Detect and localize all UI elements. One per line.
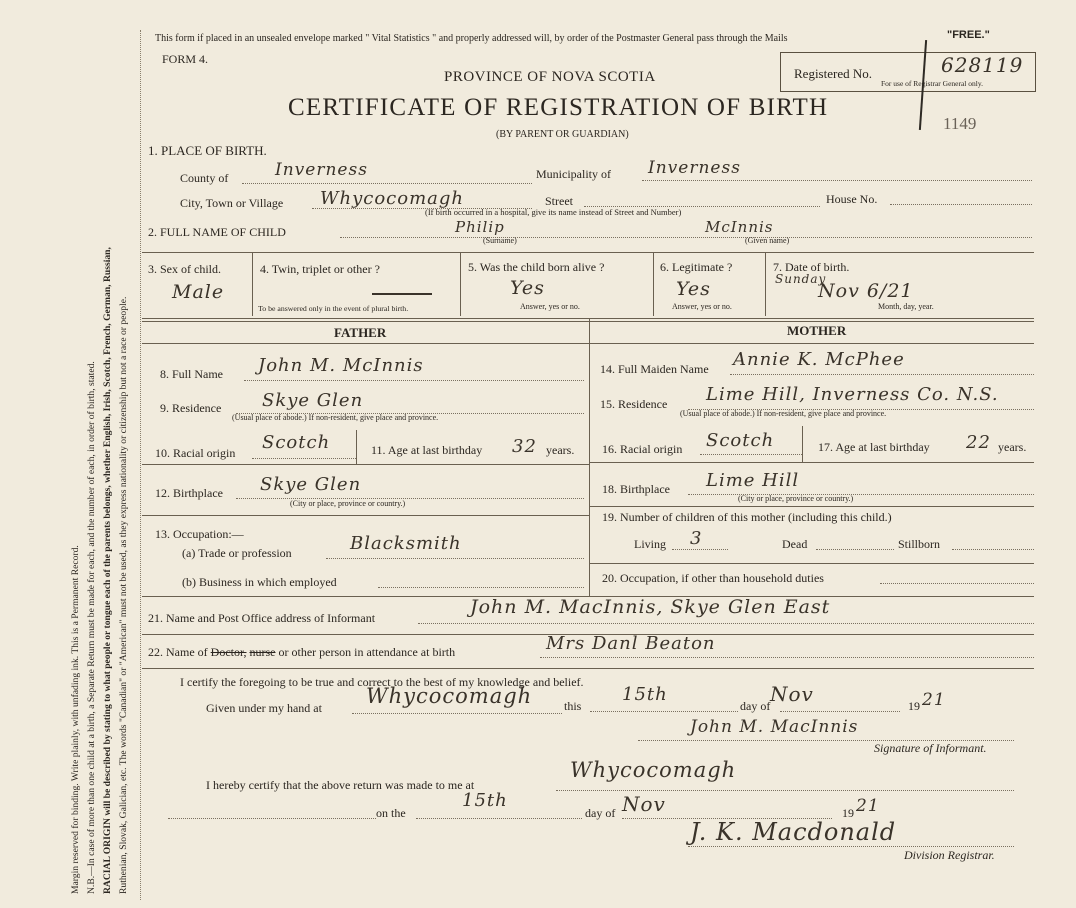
parents-center-rule (589, 318, 590, 596)
house-line (890, 204, 1032, 205)
signature-label: Signature of Informant. (874, 741, 987, 755)
twin-dash (372, 293, 432, 295)
dob-note: Month, day, year. (878, 302, 934, 311)
row-3-divider-2 (460, 252, 461, 316)
alive-value: Yes (510, 277, 545, 299)
parents-heading-rule (142, 343, 1034, 344)
registrar-month-value: Nov (622, 792, 666, 816)
father-birthplace-rule (142, 515, 589, 516)
living-label: Living (634, 537, 666, 551)
county-label: County of (180, 171, 229, 185)
mother-racial-label: 16. Racial origin (602, 442, 683, 456)
margin-note-line-3: RACIAL ORIGIN will be described by stating to what people or tongue each of the parents belongs, whether English, Irish, Scotch, French, German, Russian, (102, 247, 113, 894)
mother-heading: MOTHER (787, 323, 847, 338)
father-residence-note: (Usual place of abode.) If non-resident, give place and province. (232, 413, 439, 422)
registrar-day-of-label: day of (585, 806, 616, 820)
father-name-line (244, 380, 584, 381)
registered-box (780, 52, 1036, 92)
father-birthplace-line (236, 498, 584, 499)
mother-residence-label: 15. Residence (600, 397, 668, 411)
father-birthplace-value: Skye Glen (260, 474, 362, 495)
informant-line (418, 623, 1034, 624)
alive-note: Answer, yes or no. (520, 302, 580, 311)
dead-line (816, 549, 894, 550)
certify-text: I certify the foregoing to be true and correct to the best of my knowledge and belief. (180, 675, 584, 689)
mother-residence-value: Lime Hill, Inverness Co. N.S. (706, 384, 999, 405)
father-racial-line (252, 458, 356, 459)
mother-occupation-label: 20. Occupation, if other than household duties (602, 571, 824, 585)
child-given-name: McInnis (705, 218, 774, 236)
attendant-value: Mrs Danl Beaton (546, 633, 716, 654)
father-racial-rule (142, 464, 589, 465)
father-birthplace-note: (City or place, province or country.) (290, 499, 406, 508)
registrar-year-prefix: 19 (842, 806, 854, 820)
mother-residence-note: (Usual place of abode.) If non-resident, give place and province. (680, 409, 887, 418)
father-age-divider (356, 430, 357, 464)
cert-year-value: 21 (922, 690, 946, 710)
given-label: Given under my hand at (206, 701, 322, 715)
mother-children-label: 19. Number of children of this mother (including this child.) (602, 510, 892, 524)
attendant-label-struck: Doctor, (210, 645, 247, 659)
dob-label: 7. Date of birth. (773, 260, 850, 274)
day-line (590, 711, 738, 712)
alive-label: 5. Was the child born alive ? (468, 260, 605, 274)
row-3-divider-4 (765, 252, 766, 316)
on-the-label: on the (376, 806, 406, 820)
father-age-years: years. (546, 443, 575, 457)
mother-occupation-line (880, 583, 1034, 584)
cert-day-value: 15th (622, 684, 668, 705)
registered-number: 628119 (941, 53, 1024, 77)
legit-note: Answer, yes or no. (672, 302, 732, 311)
margin-divider (140, 30, 141, 900)
mother-birthplace-value: Lime Hill (706, 470, 800, 491)
house-label: House No. (826, 192, 878, 206)
this-label: this (564, 699, 582, 713)
given-note: (Given name) (745, 236, 790, 245)
given-place-line (352, 713, 562, 714)
county-line (242, 183, 532, 184)
twin-label: 4. Twin, triplet or other ? (260, 262, 380, 276)
registered-label: Registered No. (794, 66, 872, 81)
registrar-lead-line (168, 818, 376, 819)
mother-maiden-line (730, 374, 1034, 375)
mother-age-years: years. (998, 440, 1027, 454)
stillborn-line (952, 549, 1034, 550)
stillborn-label: Stillborn (898, 537, 941, 551)
informant-label: 21. Name and Post Office address of Informant (148, 611, 376, 625)
registrar-place-line (556, 790, 1014, 791)
informant-signature: John M. MacInnis (690, 717, 859, 737)
attendant-label (148, 645, 455, 660)
municipality-line (642, 180, 1032, 181)
hospital-note: (If birth occurred in a hospital, give its name instead of Street and Number) (425, 207, 682, 217)
mother-birthplace-note: (City or place, province or country.) (738, 494, 854, 503)
dob-extra: Sunday (775, 272, 827, 286)
father-age-label: 11. Age at last birthday (371, 443, 483, 457)
division-registrar-label: Division Registrar. (904, 848, 995, 862)
father-occupation-label: 13. Occupation:— (155, 527, 244, 541)
attendant-label-nurse: nurse (249, 645, 276, 659)
certificate-title: CERTIFICATE OF REGISTRATION OF BIRTH (288, 94, 829, 121)
attendant-label-suffix: or other person in attendance at birth (278, 645, 456, 659)
cert-day-of-label: day of (740, 699, 771, 713)
father-birthplace-label: 12. Birthplace (155, 486, 223, 500)
sex-label: 3. Sex of child. (148, 262, 221, 276)
attendant-label-prefix: 22. Name of (148, 645, 208, 659)
certificate-subtitle: (BY PARENT OR GUARDIAN) (496, 129, 629, 140)
cert-year-prefix: 19 (908, 699, 920, 713)
father-racial-label: 10. Racial origin (155, 446, 236, 460)
mother-racial-rule (589, 462, 1034, 463)
form-number: FORM 4. (162, 52, 209, 66)
margin-note-block (68, 14, 132, 894)
place-of-birth-label: 1. PLACE OF BIRTH. (148, 143, 267, 158)
dead-label: Dead (782, 537, 808, 551)
child-name-label: 2. FULL NAME OF CHILD (148, 225, 286, 239)
legit-label: 6. Legitimate ? (660, 260, 733, 274)
postal-note: This form if placed in an unsealed envelope marked " Vital Statistics " and properly addressed will, by order of the Postmaster General pass through the Mails (155, 33, 788, 44)
margin-note-line-4: Ruthenian, Slovak, Galician, etc. The words "Canadian" or "American" must not be used, as they express nationality or citizenship but not a race or people. (118, 296, 129, 894)
registrar-general-note: For use of Registrar General only. (881, 79, 983, 88)
street-label: Street (545, 194, 573, 208)
father-trade-line (326, 558, 584, 559)
mother-racial-value: Scotch (706, 430, 775, 451)
father-business-label: (b) Business in which employed (182, 575, 337, 589)
father-name-label: 8. Full Name (160, 367, 223, 381)
parents-top-rule (142, 318, 1034, 319)
child-name-line (340, 237, 1032, 238)
mother-birthplace-label: 18. Birthplace (602, 482, 670, 496)
registrar-signature-line (688, 846, 1014, 847)
city-label: City, Town or Village (180, 196, 284, 210)
margin-note-line-1: Margin reserved for binding. Write plainly, with unfading ink. This is a Permanent Record. (70, 545, 81, 894)
living-value: 3 (690, 528, 703, 549)
father-trade-value: Blacksmith (350, 533, 462, 554)
informant-value: John M. MacInnis, Skye Glen East (470, 596, 831, 618)
registrar-certify-text: I hereby certify that the above return was made to me at (206, 778, 475, 792)
city-value: Whycocomagh (320, 188, 465, 209)
row-3-divider-3 (653, 252, 654, 316)
father-residence-label: 9. Residence (160, 401, 222, 415)
parents-top-rule-2 (142, 321, 1034, 322)
mother-age-value: 22 (966, 432, 991, 453)
twin-note: To be answered only in the event of plural birth. (258, 304, 409, 313)
father-business-line (378, 587, 584, 588)
mother-age-label: 17. Age at last birthday (818, 440, 930, 454)
corner-number: 1149 (943, 114, 977, 133)
given-place-value: Whycocomagh (366, 684, 533, 708)
registrar-signature: J. K. Macdonald (690, 818, 897, 846)
margin-note-line-2: N.B.—In case of more than one child at a birth, a Separate Return must be made for each, and the number of each, in order of birth, stated. (86, 361, 97, 894)
province-title: PROVINCE OF NOVA SCOTIA (444, 69, 656, 85)
attendant-line (540, 657, 1034, 658)
registrar-day-value: 15th (462, 790, 508, 811)
row-3-top-rule (142, 252, 1034, 253)
sex-value: Male (172, 281, 225, 303)
registrar-place-value: Whycocomagh (570, 758, 737, 782)
father-name-value: John M. McInnis (258, 355, 424, 376)
attendant-rule (142, 668, 1034, 669)
free-mark: "FREE." (947, 29, 990, 41)
father-heading: FATHER (334, 325, 387, 340)
registrar-year-value: 21 (856, 796, 880, 816)
county-value: Inverness (275, 160, 368, 180)
mother-age-divider (802, 426, 803, 462)
child-surname: Philip (455, 218, 505, 236)
father-age-value: 32 (512, 436, 537, 457)
father-residence-value: Skye Glen (262, 390, 364, 411)
month-line (780, 711, 900, 712)
cert-month-value: Nov (770, 682, 814, 706)
mother-children-rule (589, 563, 1034, 564)
municipality-label: Municipality of (536, 167, 611, 181)
mother-maiden-label: 14. Full Maiden Name (600, 362, 709, 376)
living-line (672, 549, 728, 550)
surname-note: (Surname) (483, 236, 517, 245)
row-3-divider-1 (252, 252, 253, 316)
mother-racial-line (700, 454, 802, 455)
legit-value: Yes (676, 278, 711, 300)
dob-value: Nov 6/21 (818, 280, 914, 302)
father-racial-value: Scotch (262, 432, 331, 453)
registrar-day-line (416, 818, 582, 819)
mother-birthplace-rule (589, 506, 1034, 507)
mother-maiden-value: Annie K. McPhee (733, 349, 905, 370)
municipality-value: Inverness (648, 158, 741, 178)
father-trade-label: (a) Trade or profession (182, 546, 292, 560)
